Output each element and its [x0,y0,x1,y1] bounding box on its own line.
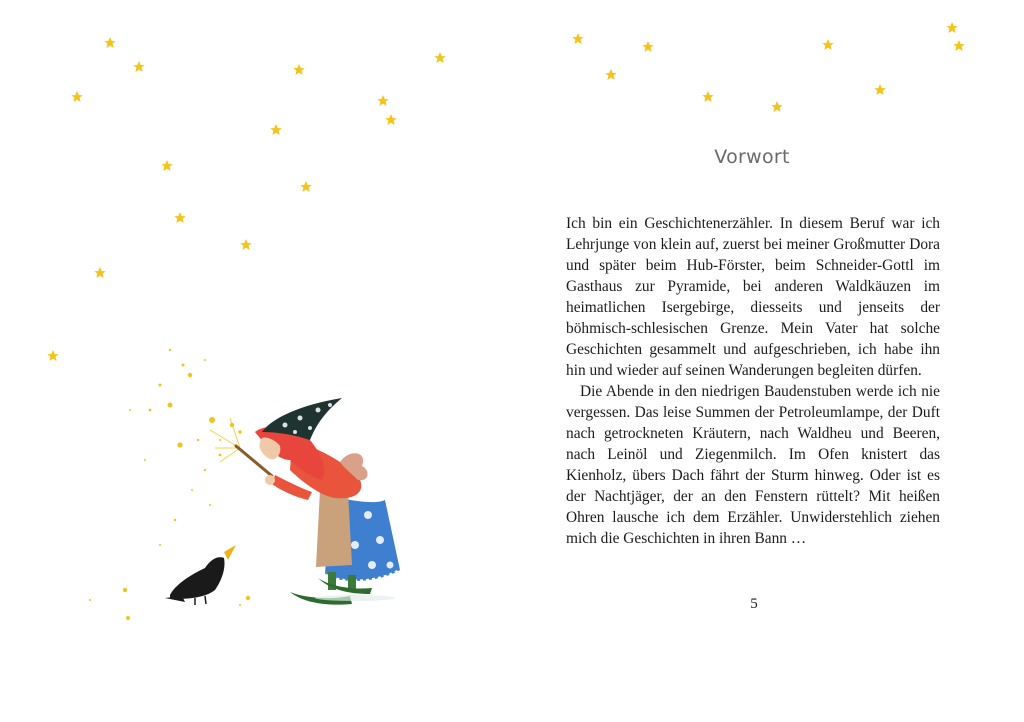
star-icon [822,39,833,50]
sparkles [89,349,250,620]
star-icon [572,33,583,44]
star-icon [953,40,964,51]
star-icon [874,84,885,95]
star-icon [385,114,396,125]
hand [265,475,275,485]
star-icon [300,181,311,192]
chapter-body [566,213,940,549]
star-icon [771,101,782,112]
page-number: 5 [750,596,758,612]
star-icon [71,91,82,102]
star-icon [270,124,281,135]
star-icon [174,212,185,223]
apron [316,490,352,567]
star-icon [94,267,105,278]
star-icon [702,91,713,102]
raven [165,545,236,605]
star-icon [946,22,957,33]
paragraph: Die Abende in den niedrigen Baudenstuben werde ich nie vergessen. Das leise Summen der Petroleumlampe, der Duft nach getrockneten Kräutern, nach Waldheu und Beeren, nach Leinöl und Ziegenmilch. Im Ofen knistert das Kienholz, übers Dach fährt der Sturm hinweg. Oder ist es der Nachtjäger, der an den Fenstern rüttelt? Mit heißen Ohren lausche ich dem Erzähler. Unwiderstehlich ziehen mich die Geschichten in ihren Bann … [566,383,940,547]
paragraph: Ich bin ein Geschichtenerzähler. In diesem Beruf war ich Lehrjunge von klein auf, zuerst bei meiner Großmutter Dora und später beim Hub-Förster, beim Schneider-Gottl im Gasthaus zur Pyramide, bei anderen Waldkäuzen im heimatlichen Isergebirge, diesseits und jenseits der böhmisch-schlesischen Grenze. Mein Vater hat solche Geschichten gesammelt und aufgeschrieben, ich habe ihn hin und wieder auf seinen Wanderungen begleiten dürfen. [566,215,940,379]
right-page-text [512,0,1024,722]
star-icon [434,52,445,63]
star-icon [240,239,251,250]
star-icon [104,37,115,48]
witch-illustration [40,330,420,630]
star-icon [377,95,388,106]
star-icon [642,41,653,52]
star-icon [161,160,172,171]
star-icon [133,61,144,72]
star-icon [293,64,304,75]
star-icon [605,69,616,80]
chapter-title: Vorwort [714,146,790,168]
star-field-right [512,0,1024,120]
